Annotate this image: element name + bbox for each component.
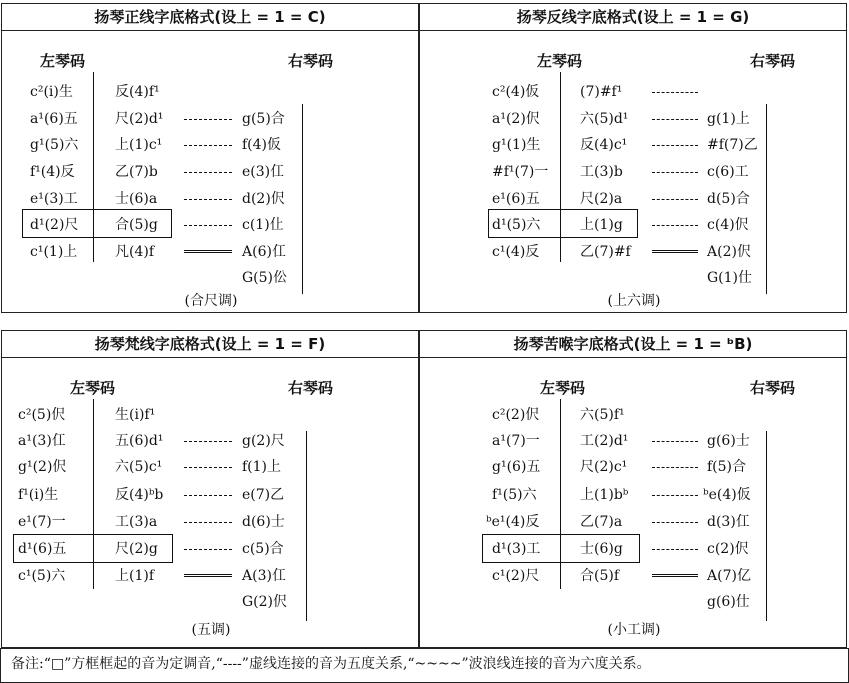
footnote: 备注:“□”方框框起的音为定调音,“----”虚线连接的音为五度关系,“~~~~”波浪线连接的音为六度关系。 [0,648,849,683]
left-note: g¹(5)六 [30,137,79,153]
panel-title: 扬琴正线字底格式(设上 = 1 = C) [2,4,418,31]
right-note: A(7)亿 [707,568,751,584]
right-bridge-line [302,104,303,294]
fifth-link [652,199,698,200]
panel-fan [419,3,847,313]
right-note: G(2)伬 [242,594,288,610]
left-note: d¹(3)工 [492,541,541,557]
middle-note: 凡(4)f [115,244,155,260]
fifth-link [652,119,698,120]
middle-note: 合(5)g [115,217,158,233]
right-note: G(5)伀 [242,270,288,286]
right-note: g(2)尺 [242,433,285,449]
right-bridge-line [766,431,767,621]
left-note: e¹(3)工 [30,191,78,207]
fifth-link [184,145,232,146]
left-note: a¹(7)一 [492,433,540,449]
middle-note: (7)#f¹ [580,84,623,100]
mode-label: (五调) [191,622,231,638]
left-note: f¹(i)生 [18,487,59,503]
right-note: A(3)仜 [242,568,286,584]
left-note: a¹(2)伬 [492,111,540,127]
right-note: f(1)上 [242,459,282,475]
fifth-link [184,119,232,120]
middle-note: 反(4)f¹ [115,84,160,100]
sixth-link [652,574,698,577]
middle-note: 反(4)c¹ [580,137,628,153]
middle-note: 上(1)g [580,217,623,233]
right-note: A(6)仜 [242,244,286,260]
panel-kuhou [419,330,847,648]
middle-note: 尺(2)d¹ [115,111,164,127]
right-bridge-header: 右琴码 [288,52,334,70]
fifth-link [184,467,232,468]
right-note: ᵇe(4)仮 [703,487,751,503]
right-note: f(4)仮 [242,137,282,153]
middle-note: 士(6)g [580,541,623,557]
panel-zheng [1,3,419,313]
left-note: c²(4)仮 [492,84,540,100]
fifth-link [652,92,698,93]
left-bridge-header: 左琴码 [70,379,116,397]
left-note: d¹(6)五 [18,541,67,557]
left-bridge-header: 左琴码 [540,379,586,397]
sixth-link [184,574,232,577]
right-bridge-line [766,104,767,294]
right-note: d(5)合 [707,191,750,207]
fifth-link [652,225,698,226]
left-note: d¹(5)六 [492,217,541,233]
middle-note: 工(3)a [115,514,158,530]
left-note: g¹(1)生 [492,137,541,153]
fifth-link [184,522,232,523]
fifth-link [184,549,232,550]
middle-note: 尺(2)g [115,541,158,557]
middle-note: 工(2)d¹ [580,433,629,449]
right-note: c(2)伬 [707,541,749,557]
panel-title: 扬琴反线字底格式(设上 = 1 = G) [420,4,846,31]
fifth-link [184,172,232,173]
left-note: d¹(2)尺 [30,217,79,233]
right-bridge-header: 右琴码 [288,379,334,397]
sixth-link [184,250,232,253]
right-bridge-header: 右琴码 [750,379,796,397]
middle-note: 反(4)ᵇb [115,487,164,503]
right-note: e(3)仜 [242,164,285,180]
right-note: #f(7)乙 [707,137,758,153]
fifth-link [652,172,698,173]
fifth-link [652,441,698,442]
left-note: a¹(3)仜 [18,433,66,449]
left-note: c¹(2)尺 [492,568,540,584]
right-note: d(2)伬 [242,191,285,207]
left-note: c²(i)生 [30,84,73,100]
right-note: g(6)仕 [707,594,750,610]
sixth-link [652,250,698,253]
middle-note: 士(6)a [115,191,158,207]
middle-note: 六(5)c¹ [115,459,163,475]
middle-note: 上(1)bᵇ [580,487,629,503]
middle-note: 上(1)c¹ [115,137,163,153]
fifth-link [652,495,698,496]
right-note: f(5)合 [707,459,747,475]
left-note: e¹(6)五 [492,191,540,207]
middle-note: 尺(2)c¹ [580,459,628,475]
left-note: c²(2)伬 [492,407,540,423]
mode-label: (上六调) [607,293,661,309]
right-note: g(1)上 [707,111,750,127]
fifth-link [184,495,232,496]
right-note: d(3)仜 [707,514,750,530]
panel-fan-line [1,330,419,648]
left-note: f¹(4)反 [30,164,75,180]
middle-note: 尺(2)a [580,191,623,207]
right-bridge-line [306,431,307,621]
right-note: d(6)士 [242,514,285,530]
mode-label: (小工调) [607,622,661,638]
left-note: a¹(6)五 [30,111,78,127]
left-note: g¹(6)五 [492,459,541,475]
right-note: c(1)仩 [242,217,284,233]
fifth-link [184,225,232,226]
middle-note: 工(3)b [580,164,623,180]
right-note: c(6)工 [707,164,749,180]
fifth-link [184,441,232,442]
fifth-link [652,522,698,523]
fifth-link [652,467,698,468]
middle-note: 上(1)f [115,568,155,584]
middle-note: 五(6)d¹ [115,433,164,449]
right-note: A(2)伬 [707,244,751,260]
mode-label: (合尺调) [184,293,238,309]
right-note: G(1)仕 [707,270,753,286]
panel-title: 扬琴梵线字底格式(设上 = 1 = F) [2,331,418,358]
left-note: c¹(1)上 [30,244,78,260]
left-note: g¹(2)伬 [18,459,67,475]
middle-note: 六(5)f¹ [580,407,625,423]
middle-note: 乙(7)b [115,164,158,180]
left-note: e¹(7)一 [18,514,66,530]
left-note: c²(5)伬 [18,407,66,423]
middle-note: 六(5)d¹ [580,111,629,127]
right-bridge-header: 右琴码 [750,52,796,70]
fifth-link [652,145,698,146]
middle-note: 合(5)f [580,568,620,584]
left-note: c¹(5)六 [18,568,66,584]
fifth-link [652,549,698,550]
left-bridge-header: 左琴码 [40,52,86,70]
fifth-link [184,199,232,200]
middle-note: 生(i)f¹ [115,407,156,423]
left-note: #f¹(7)一 [492,164,549,180]
left-bridge-header: 左琴码 [537,52,583,70]
left-note: c¹(4)反 [492,244,540,260]
middle-note: 乙(7)a [580,514,623,530]
left-note: ᵇe¹(4)反 [486,514,540,530]
right-note: g(5)合 [242,111,285,127]
middle-note: 乙(7)#f [580,244,631,260]
right-note: g(6)士 [707,433,750,449]
panel-title: 扬琴苦喉字底格式(设上 = 1 = ᵇB) [420,331,846,358]
right-note: e(7)乙 [242,487,285,503]
right-note: c(4)伬 [707,217,749,233]
right-note: c(5)合 [242,541,284,557]
left-note: f¹(5)六 [492,487,537,503]
